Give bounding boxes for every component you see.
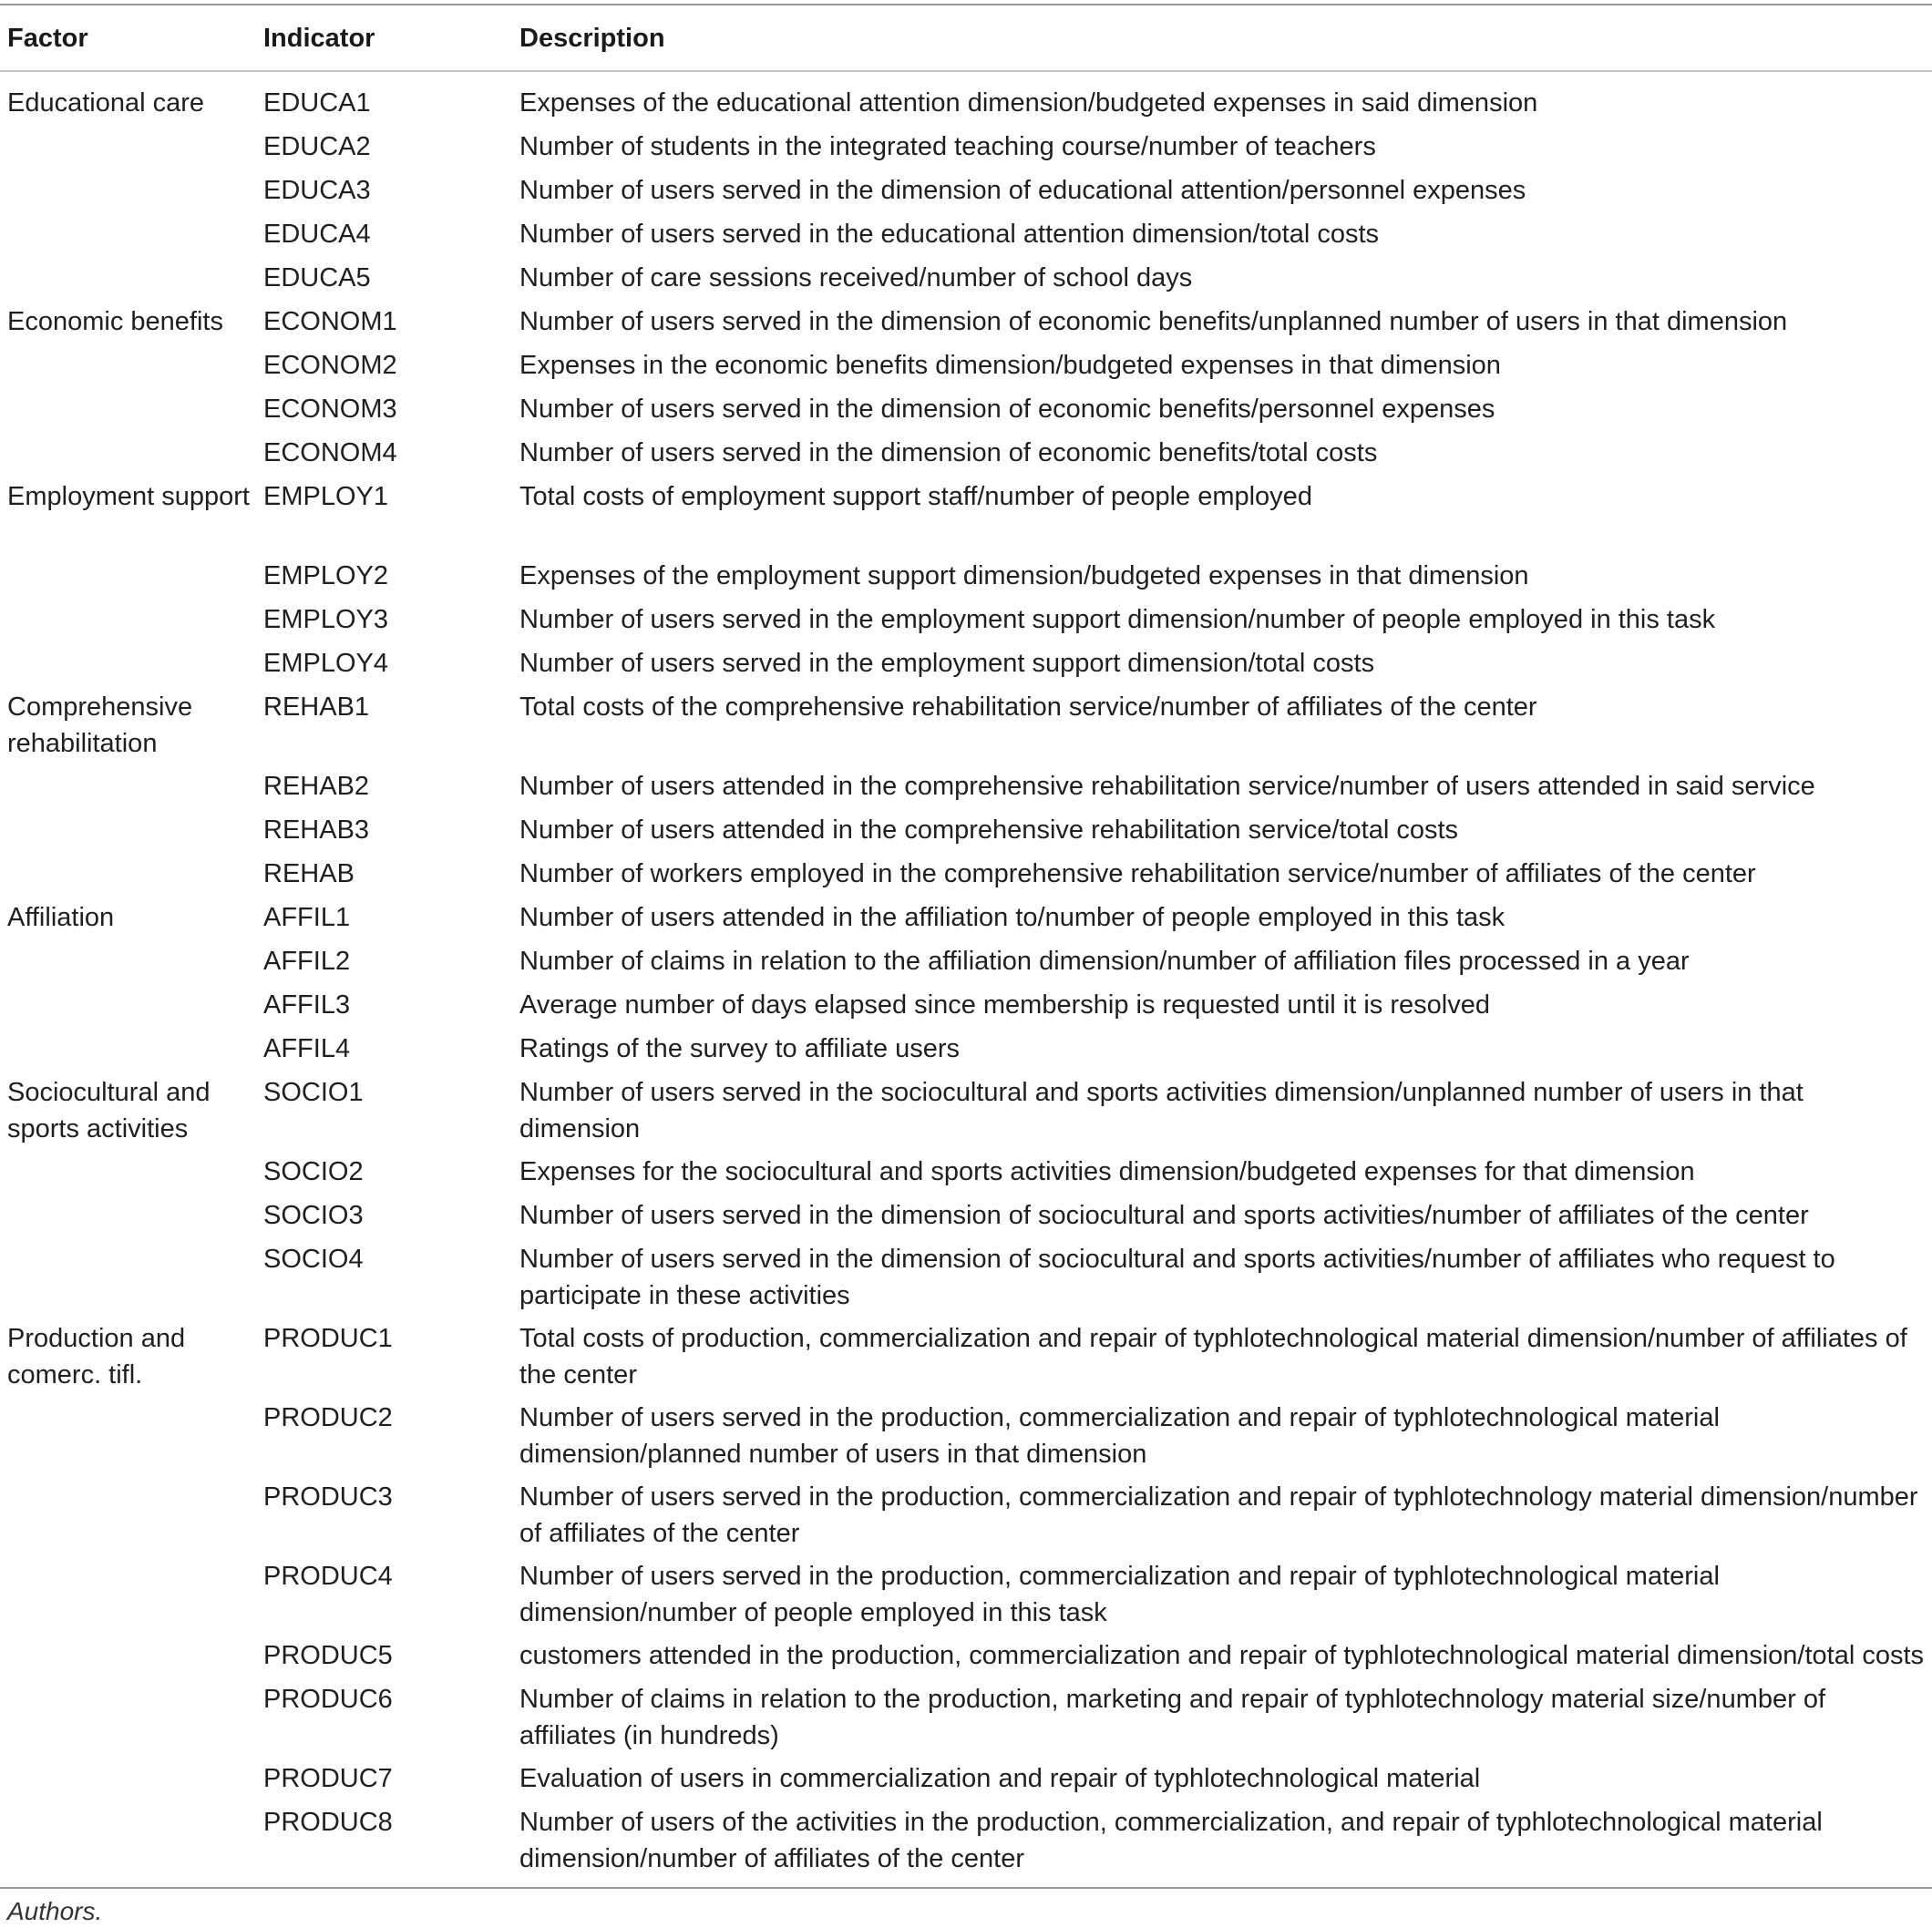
cell-indicator: PRODUC5 (263, 1641, 393, 1670)
cell-description: Number of claims in relation to the affiliation dimension/number of affiliation files processed in a year (519, 947, 1690, 976)
cell-indicator: AFFIL2 (263, 947, 351, 976)
cell-indicator: ECONOM2 (263, 351, 397, 380)
cell-description: Number of care sessions received/number of school days (519, 263, 1193, 292)
cell-description: Number of users attended in the comprehensive rehabilitation service/number of users attended in said service (519, 772, 1815, 801)
cell-description: Number of users served in the dimension of economic benefits/unplanned number of users in that dimension (519, 307, 1788, 336)
cell-indicator: PRODUC4 (263, 1562, 393, 1591)
cell-indicator: EDUCA2 (263, 132, 371, 161)
cell-description: Number of users served in the sociocultural and sports activities dimension/unplanned number of users in that dimension (519, 1078, 1804, 1143)
cell-description: Number of users served in the dimension of sociocultural and sports activities/number of affiliates of the center (519, 1201, 1809, 1230)
cell-indicator: SOCIO1 (263, 1078, 364, 1107)
cell-description: Total costs of production, commercialization and repair of typhlotechnological material dimension/number of affiliates of the center (519, 1324, 1907, 1390)
cell-indicator: AFFIL3 (263, 990, 351, 1020)
cell-description: Number of users attended in the affiliation to/number of people employed in this task (519, 903, 1506, 932)
cell-description: Number of users served in the dimension of sociocultural and sports activities/number of affiliates who request to participate in these activities (519, 1245, 1835, 1310)
cell-indicator: SOCIO3 (263, 1201, 364, 1230)
bottom-rule (0, 1887, 1932, 1889)
cell-description: Ratings of the survey to affiliate users (519, 1034, 961, 1063)
table-footnote: Authors. (7, 1897, 103, 1925)
cell-factor: Comprehensive rehabilitation (7, 692, 193, 758)
cell-description: Evaluation of users in commercialization and repair of typhlotechnological material (519, 1764, 1481, 1793)
cell-description: Expenses in the economic benefits dimension/budgeted expenses in that dimension (519, 351, 1501, 380)
cell-indicator: PRODUC1 (263, 1324, 393, 1353)
cell-indicator: EMPLOY1 (263, 482, 388, 511)
cell-indicator: EDUCA5 (263, 263, 371, 292)
cell-description: Number of users served in the employment support dimension/total costs (519, 649, 1375, 678)
cell-description: Number of claims in relation to the production, marketing and repair of typhlotechnology material size/number of affiliates (in hundreds) (519, 1685, 1826, 1750)
cell-indicator: PRODUC8 (263, 1808, 393, 1837)
cell-description: Total costs of the comprehensive rehabilitation service/number of affiliates of the center (519, 692, 1537, 722)
cell-indicator: SOCIO4 (263, 1245, 364, 1274)
header-factor: Factor (7, 24, 88, 53)
cell-description: Number of users served in the dimension of educational attention/personnel expenses (519, 176, 1526, 205)
cell-factor: Economic benefits (7, 307, 223, 336)
cell-indicator: EDUCA1 (263, 88, 371, 118)
cell-indicator: SOCIO2 (263, 1157, 364, 1186)
header-description: Description (519, 24, 665, 53)
cell-factor: Sociocultural and sports activities (7, 1078, 211, 1143)
cell-description: Number of users served in the educational attention dimension/total costs (519, 220, 1380, 249)
cell-factor: Production and comerc. tifl. (7, 1324, 186, 1390)
cell-indicator: PRODUC3 (263, 1482, 393, 1512)
cell-indicator: EMPLOY3 (263, 605, 388, 634)
cell-description: Total costs of employment support staff/number of people employed (519, 482, 1312, 511)
cell-description: Number of workers employed in the comprehensive rehabilitation service/number of affiliates of the center (519, 859, 1756, 888)
cell-description: Expenses of the employment support dimension/budgeted expenses in that dimension (519, 561, 1529, 590)
cell-factor: Affiliation (7, 903, 115, 932)
cell-description: Number of users served in the dimension of economic benefits/personnel expenses (519, 395, 1495, 424)
cell-indicator: ECONOM4 (263, 438, 397, 467)
cell-indicator: EDUCA4 (263, 220, 371, 249)
cell-factor: Employment support (7, 482, 250, 511)
cell-description: Number of users attended in the comprehensive rehabilitation service/total costs (519, 815, 1459, 845)
cell-description: Number of users served in the production, commercialization and repair of typhlotechnological material dimension/number of people employed in this task (519, 1562, 1720, 1627)
top-rule (0, 4, 1932, 5)
cell-indicator: EDUCA3 (263, 176, 371, 205)
cell-factor: Educational care (7, 88, 205, 118)
cell-indicator: REHAB (263, 859, 355, 888)
cell-indicator: ECONOM1 (263, 307, 397, 336)
cell-description: Average number of days elapsed since membership is requested until it is resolved (519, 990, 1490, 1020)
cell-description: Number of users of the activities in the production, commercialization, and repair of typhlotechnological material dimension/number of affiliates of the center (519, 1808, 1823, 1873)
cell-indicator: ECONOM3 (263, 395, 397, 424)
cell-indicator: PRODUC7 (263, 1764, 393, 1793)
cell-indicator: REHAB1 (263, 692, 370, 722)
cell-description: Number of users served in the dimension of economic benefits/total costs (519, 438, 1378, 467)
cell-indicator: EMPLOY4 (263, 649, 388, 678)
cell-indicator: EMPLOY2 (263, 561, 388, 590)
cell-description: Number of users served in the production, commercialization and repair of typhlotechnological material dimension/planned number of users in that dimension (519, 1403, 1720, 1469)
cell-indicator: PRODUC2 (263, 1403, 393, 1432)
cell-indicator: AFFIL4 (263, 1034, 351, 1063)
cell-description: Number of users served in the production, commercialization and repair of typhlotechnology material dimension/number of affiliates of the center (519, 1482, 1918, 1548)
cell-description: Expenses for the sociocultural and sports activities dimension/budgeted expenses for that dimension (519, 1157, 1695, 1186)
cell-indicator: REHAB2 (263, 772, 370, 801)
cell-description: Number of students in the integrated teaching course/number of teachers (519, 132, 1376, 161)
cell-description: customers attended in the production, commercialization and repair of typhlotechnological material dimension/total costs (519, 1641, 1925, 1670)
header-rule (0, 70, 1932, 72)
cell-indicator: AFFIL1 (263, 903, 351, 932)
cell-indicator: PRODUC6 (263, 1685, 393, 1714)
cell-description: Expenses of the educational attention dimension/budgeted expenses in said dimension (519, 88, 1538, 118)
header-indicator: Indicator (263, 24, 375, 53)
cell-description: Number of users served in the employment support dimension/number of people employed in this task (519, 605, 1716, 634)
cell-indicator: REHAB3 (263, 815, 370, 845)
